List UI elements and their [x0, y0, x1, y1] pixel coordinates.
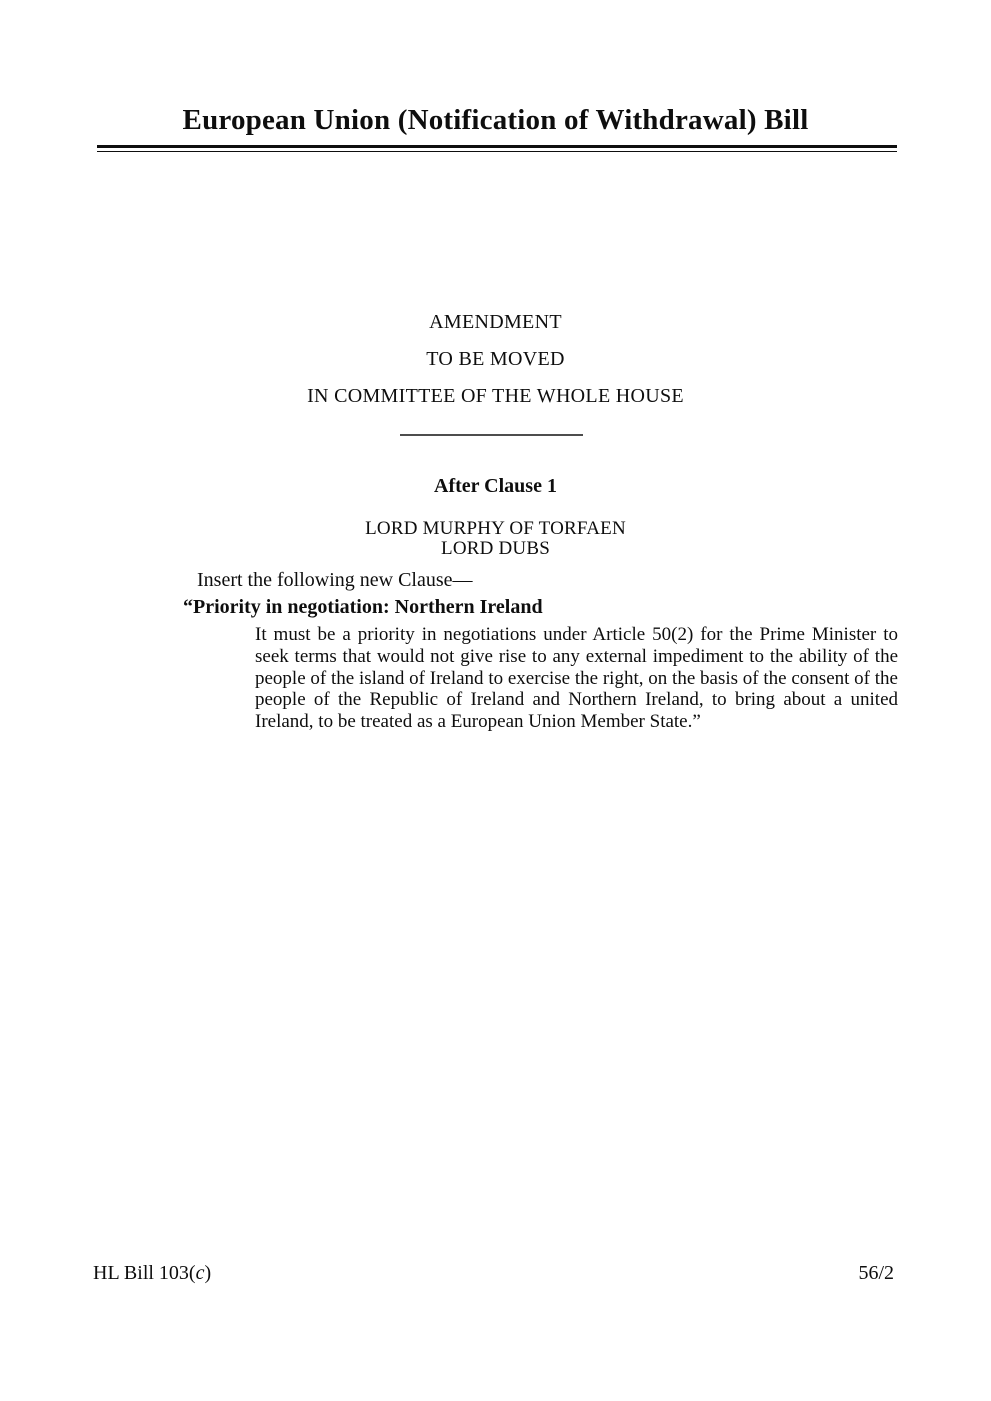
separator-rule [400, 434, 583, 436]
new-clause-body: It must be a priority in negotiations under Article 50(2) for the Prime Minister to seek terms that would not give rise to any external impediment to the ability of the people of the island of Ireland to exercise the right, on the basis of the consent of the people of the Republic of Ireland and Northern Ireland, to bring about a united Ireland, to be treated as a European Union Member State.” [255, 624, 898, 733]
bill-reference [93, 1262, 211, 1285]
heading-amendment: AMENDMENT [429, 311, 562, 333]
bill-reference-prefix: HL Bill 103( [93, 1262, 196, 1284]
heading-committee: IN COMMITTEE OF THE WHOLE HOUSE [307, 385, 684, 407]
amendment-instruction: Insert the following new Clause— [197, 569, 473, 591]
bill-title: European Union (Notification of Withdrawal) Bill [182, 104, 809, 136]
bill-reference-suffix: ) [204, 1262, 212, 1284]
bill-reference-italic-letter: c [195, 1262, 205, 1284]
sponsor-name: LORD DUBS [441, 537, 550, 559]
heading-to-be-moved: TO BE MOVED [426, 348, 565, 370]
new-clause-title: “Priority in negotiation: Northern Ireland [183, 596, 543, 618]
sponsor-name: LORD MURPHY OF TORFAEN [365, 518, 626, 539]
sponsor-list [0, 519, 991, 558]
session-print-number: 56/2 [858, 1262, 894, 1284]
title-double-rule [97, 145, 897, 152]
clause-position-heading: After Clause 1 [434, 475, 557, 497]
ceremonial-heading-block [0, 304, 991, 415]
